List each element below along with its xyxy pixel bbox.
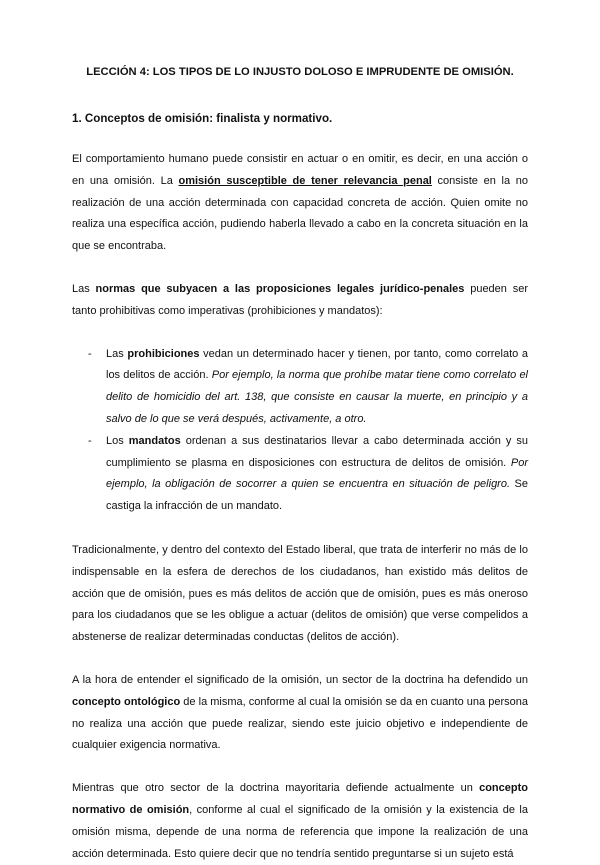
norms-list <box>72 344 528 518</box>
paragraph-liberal-state: Tradicionalmente, y dentro del contexto del Estado liberal, que trata de interferir no más de lo indispensable en la esfera de derechos de los ciudadanos, han existido más delitos de acción que de omisión, pues es más delitos de acción que de omisión, pues es más oneroso para los ciudadanos que se les obligue a actuar (delitos de omisión) que verse compelidos a abstenerse de realizar determinadas conductas (delitos de acción). <box>72 543 528 644</box>
section-heading: 1. Conceptos de omisión: finalista y normativo. <box>72 112 333 125</box>
paragraph-normative-concept: Mientras que otro sector de la doctrina mayoritaria defiende actualmente un concepto normativo de omisión, conforme al cual el significado de la omisión y la existencia de la omisión misma, depende de una norma de referencia que impone la realización de una acción determinada. Esto quiere decir que no tendría sentido preguntarse si un sujeto está <box>72 782 528 860</box>
list-item-mandatos: - Los mandatos ordenan a sus destinatarios llevar a cabo determinada acción y su cumplimiento se plasma en disposiciones con estructura de delitos de omisión. Por ejemplo, la obligación de socorrer a quien se encuentra en situación de peligro. Se castiga la infracción de un mandato. <box>88 434 529 513</box>
paragraph-ontological-concept: A la hora de entender el significado de la omisión, un sector de la doctrina ha defendido un concepto ontológico de la misma, conforme al cual la omisión se da en cuanto una persona no realiza una acción que puede realizar, siendo este juicio objetivo e independiente de cualquier exigencia normativa. <box>72 673 528 752</box>
paragraph-omission-definition: El comportamiento humano puede consistir en actuar o en omitir, es decir, en una acción o en una omisión. La omisión susceptible de tener relevancia penal consiste en la no realización de una acción determinada con capacidad concreta de acción. Quien omite no realiza una específica acción, pudiendo haberla llevado a cabo en la concreta situación en la que se encontraba. <box>72 153 528 253</box>
bold-term: normas que subyacen a las proposiciones legales jurídico-penales <box>95 282 465 295</box>
paragraph-norms: Las normas que subyacen a las proposiciones legales jurídico-penales pueden ser tanto prohibitivas como imperativas (prohibiciones y mandatos): <box>72 282 528 317</box>
underlined-term: omisión susceptible de tener relevancia penal <box>178 174 432 187</box>
list-item-prohibiciones: - Las prohibiciones vedan un determinado hacer y tienen, por tanto, como correlato a los delitos de acción. Por ejemplo, la norma que prohíbe matar tiene como correlato el delito de homicidio del art. 138, que consiste en causar la muerte, en principio y a salvo de lo que se verá después, activamente, a otro. <box>88 347 529 425</box>
lesson-title: LECCIÓN 4: LOS TIPOS DE LO INJUSTO DOLOSO E IMPRUDENTE DE OMISIÓN. <box>86 66 514 78</box>
